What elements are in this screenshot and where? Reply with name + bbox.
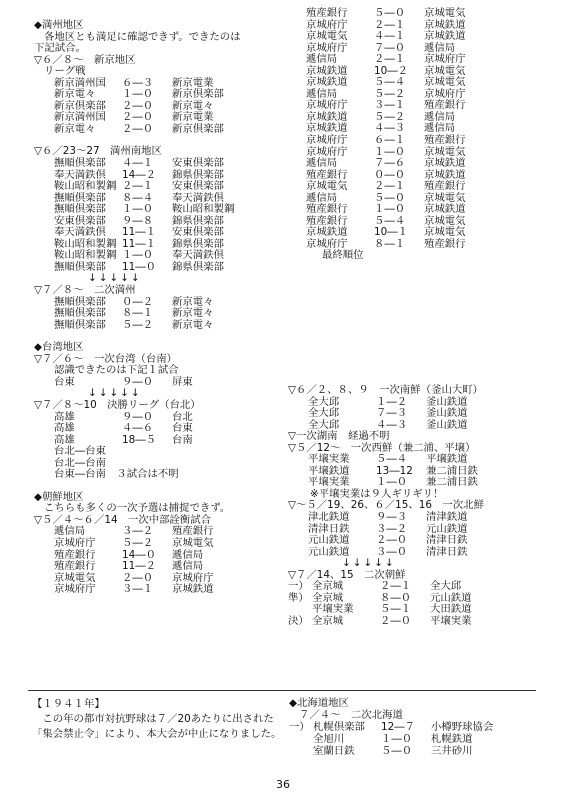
score: ５―２ (122, 318, 154, 331)
section-divider (28, 690, 536, 691)
team-b: 奉天満鉄倶 (172, 191, 224, 204)
score-row (34, 377, 284, 389)
manshu-final-games (34, 297, 284, 332)
team-b: 台北 (172, 410, 193, 423)
team-a: 新京電々 (54, 122, 96, 135)
score-row (288, 547, 546, 559)
team-b: 京城鉄道 (424, 30, 466, 43)
team-b: 兼二浦日鉄 (426, 464, 478, 477)
team-a: 全京城 (312, 614, 344, 627)
score: １―０ (376, 476, 408, 489)
team-a: 台東 (54, 375, 75, 388)
score: ５―０ (374, 191, 406, 204)
score: １―０ (122, 249, 154, 262)
team-a: 全大邱 (308, 407, 340, 420)
score-row (306, 31, 542, 43)
team-a: 京城府庁 (54, 583, 96, 596)
score: ９―３ (376, 511, 408, 524)
team-a: 撫順倶楽部 (54, 157, 106, 170)
team-b: 小樽野球協会 (431, 721, 494, 734)
manshu-arrows: ↓↓↓↓↓ (88, 272, 142, 285)
score: １―０ (374, 145, 406, 158)
team-a: 全大邱 (308, 418, 340, 431)
hokkaido-games (289, 721, 543, 756)
score: ３―０ (376, 545, 408, 558)
score-row (306, 54, 542, 66)
score-row (306, 135, 542, 147)
team-a: 元山鉄道 (308, 534, 350, 547)
score: ２―０ (376, 534, 408, 547)
team-a: 新京満州国 (54, 111, 106, 124)
team-b: 京城電気 (424, 76, 466, 89)
team-a: 奉天満鉄倶 (54, 226, 106, 239)
score: ５―０ (381, 744, 413, 757)
nansen-heading: ▽６／２、８、９ 一次南鮮（釜山大町） (288, 384, 484, 396)
team-a: 京城鉄道 (306, 76, 348, 89)
score: ２―１ (374, 180, 406, 193)
year-heading: 【１９４１年】 (32, 698, 105, 710)
team-a: 鞍山昭和製鋼 (54, 180, 117, 193)
ranked-score-row (289, 721, 543, 733)
score-row (34, 320, 284, 332)
team-a: 平壌実業 (312, 603, 354, 616)
team-b: 京城電気 (424, 191, 466, 204)
score: ２―０ (380, 614, 412, 627)
team-b: 鞍山昭和製鋼 (172, 203, 235, 216)
hokkaido-sub-heading: ７／４～ 二次北海道 (299, 709, 403, 722)
ranked-score-row (288, 616, 546, 628)
score: ２―０ (122, 99, 154, 112)
team-b: 京城鉄道 (424, 157, 466, 170)
team-b: 新京倶楽部 (172, 88, 224, 101)
rank: 一） (289, 721, 310, 734)
team-a: 清津日鉄 (308, 522, 350, 535)
team-a: 高雄 (54, 422, 75, 435)
score-row (34, 158, 284, 170)
score-row (34, 538, 284, 550)
team-b: 安東倶楽部 (172, 180, 224, 193)
korea-final-heading: ▽７／14、15 二次朝鮮 (288, 568, 406, 581)
score: ４―１ (122, 157, 154, 170)
team-b: 錦県倶楽部 (172, 168, 224, 181)
score: ３―１ (374, 99, 406, 112)
team-b: 大田鉄道 (430, 603, 472, 616)
team-a: 平壌実業 (308, 476, 350, 489)
team-a: 室蘭日鉄 (313, 744, 355, 757)
taiwan-arrows: ↓↓↓↓↓ (88, 387, 142, 400)
score: ８―０ (380, 591, 412, 604)
team-b: 清津鉄道 (426, 511, 468, 524)
team-b: 殖産銀行 (424, 237, 466, 250)
team-a: 津北鉄道 (308, 511, 350, 524)
score: ２―１ (122, 180, 154, 193)
team-b: 新京電業 (172, 76, 214, 89)
team-b: 清津日鉄 (426, 534, 468, 547)
team-a: 元山鉄道 (308, 545, 350, 558)
team-a: 殖産銀行 (54, 548, 96, 561)
team-a: 京城府庁 (306, 237, 348, 250)
score: ２―０ (122, 122, 154, 135)
score-row (34, 584, 284, 596)
score-row (34, 308, 284, 320)
year-paragraph: この年の都市対抗野球は７／20あたりに出された「集会禁止令」により、本大会が中止になりました。 (32, 713, 282, 740)
team-b: 清津日鉄 (426, 545, 468, 558)
team-a: 全京城 (312, 591, 344, 604)
korea-sub-heading: ▽５／４～６／14 一次中部詮衡試合 (34, 513, 212, 526)
score: ３―１ (122, 583, 154, 596)
score: ５―１ (380, 603, 412, 616)
right-column (306, 8, 542, 262)
score-row (306, 158, 542, 170)
score: ５―４ (376, 453, 408, 466)
manshu-intro-line1: 各地区とも満足に確認できず。できたのは (44, 30, 241, 43)
team-a: 安東倶楽部 (54, 214, 106, 227)
score: 12―７ (381, 721, 416, 734)
score: ４―３ (374, 122, 406, 135)
score: ９―８ (122, 214, 154, 227)
team-b: 安東倶楽部 (172, 157, 224, 170)
team-a: 遞信局 (54, 525, 86, 538)
team-b: 新京電々 (172, 307, 214, 320)
score: ０―０ (374, 168, 406, 181)
manshu-final-heading: ▽７／８～ 二次満州 (34, 284, 136, 297)
team-a: 京城府庁 (306, 134, 348, 147)
score: １―０ (122, 203, 154, 216)
team-a: 京城府庁 (306, 18, 348, 31)
score: ６―１ (374, 134, 406, 147)
score: ４―３ (376, 418, 408, 431)
team-b: 京城電気 (424, 145, 466, 158)
score: ２―１ (374, 53, 406, 66)
score: ８―１ (374, 237, 406, 250)
score: ２―０ (122, 111, 154, 124)
score-row (288, 512, 546, 524)
team-b: 殖産銀行 (172, 525, 214, 538)
team-b: 京城府庁 (424, 53, 466, 66)
team-a: 全京城 (312, 580, 344, 593)
team-b: 京城鉄道 (424, 18, 466, 31)
score: １―０ (122, 88, 154, 101)
team-b: 京城鉄道 (424, 168, 466, 181)
score-row (34, 262, 284, 274)
score: ４―６ (122, 422, 154, 435)
team-b: 新京電々 (172, 99, 214, 112)
team-b: 遞信局 (172, 548, 204, 561)
score: 10―２ (374, 64, 409, 77)
team-a: 京城鉄道 (306, 226, 348, 239)
rank: 準） (288, 591, 309, 604)
score: 11―１ (122, 226, 157, 239)
team-b: 京城鉄道 (424, 203, 466, 216)
team-b: 全大邱 (430, 580, 462, 593)
team-b: 札幌鉄道 (431, 732, 473, 745)
ranked-score-row (289, 733, 543, 745)
score: １―０ (381, 732, 413, 745)
team-a: 遞信局 (306, 157, 338, 170)
team-a: 奉天満鉄倶 (54, 168, 106, 181)
score: ５―２ (374, 110, 406, 123)
team-b: 安東倶楽部 (172, 226, 224, 239)
score: ３―２ (122, 525, 154, 538)
manshu-intro-line2: 下記試合。 (34, 42, 86, 55)
score: ６―３ (122, 76, 154, 89)
taiwan-note: 認識できたのは下記１試合 (54, 364, 179, 377)
team-a: 鞍山昭和製鋼 (54, 237, 117, 250)
team-b: 錦県倶楽部 (172, 237, 224, 250)
team-a: 新京倶楽部 (54, 99, 106, 112)
score: ９―０ (122, 410, 154, 423)
team-b: 新京電々 (172, 295, 214, 308)
manshu-sub-heading: ▽６／８～ 新京地区 (34, 53, 136, 66)
team-b: 京城府庁 (172, 571, 214, 584)
team-b: 錦県倶楽部 (172, 214, 224, 227)
team-b: 釜山鉄道 (426, 395, 468, 408)
score: １―２ (376, 395, 408, 408)
score-row (34, 561, 284, 573)
team-b: 新京電業 (172, 111, 214, 124)
korea-games (34, 526, 284, 595)
score: ８―１ (122, 307, 154, 320)
score: ５―２ (374, 87, 406, 100)
year-1941-section (32, 697, 284, 742)
team-a: 撫順倶楽部 (54, 307, 106, 320)
team-a: 京城府庁 (54, 536, 96, 549)
seisen-heading: ▽５／12～ 一次西鮮（兼二浦、平壌） (288, 441, 476, 454)
team-b: 元山鉄道 (426, 522, 468, 535)
team-b: 奉天満鉄倶 (172, 249, 224, 262)
team-a: 殖産銀行 (306, 7, 348, 19)
team-a: 殖産銀行 (306, 168, 348, 181)
team-a: 遞信局 (306, 191, 338, 204)
team-a: 撫順倶楽部 (54, 318, 106, 331)
score: ５―４ (374, 76, 406, 89)
seisen-games (288, 454, 546, 489)
rank: 一） (288, 580, 309, 593)
team-b: 京城電気 (424, 7, 466, 19)
korea-heading: ◆朝鮮地区 (34, 490, 84, 503)
korea-final-games (288, 581, 546, 627)
team-a: 撫順倶楽部 (54, 295, 106, 308)
text-line: 台北―台南 (54, 456, 106, 469)
team-b: 京城電気 (424, 226, 466, 239)
team-a: 平壌鉄道 (308, 464, 350, 477)
team-a: 撫順倶楽部 (54, 260, 106, 273)
taiwan-heading: ◆台湾地区 (34, 341, 84, 354)
team-b: 殖産銀行 (424, 134, 466, 147)
taiwan-sub-heading: ▽７／６～ 一次台湾（台南） (34, 352, 178, 365)
manshu-south-heading: ▽６／23～27 満州南地区 (34, 145, 162, 158)
score: 11―０ (122, 260, 157, 273)
hokusen-games (288, 512, 546, 558)
hokkaido-heading: ◆北海道地区 (289, 697, 349, 709)
taiwan-final-games (34, 412, 284, 447)
text-line: 台北―台東 (54, 445, 106, 458)
manshu-games (34, 78, 284, 136)
team-b: 元山鉄道 (430, 591, 472, 604)
team-a: 京城電気 (54, 571, 96, 584)
team-b: 遞信局 (172, 560, 204, 573)
team-b: 京城鉄道 (172, 583, 214, 596)
team-b: 殖産銀行 (424, 99, 466, 112)
team-b: 釜山鉄道 (426, 407, 468, 420)
team-a: 京城府庁 (306, 41, 348, 54)
score: ２―１ (380, 580, 412, 593)
team-b: 京城府庁 (424, 87, 466, 100)
score: 14―０ (122, 548, 157, 561)
team-a: 鞍山昭和製鋼 (54, 249, 117, 262)
hokusen-heading: ▽～５／19、26、６／15、16 一次北鮮 (288, 499, 484, 512)
score: ２―０ (122, 571, 154, 584)
score: 10―１ (374, 226, 409, 239)
page-number: 36 (276, 778, 290, 791)
score: 14―２ (122, 168, 157, 181)
team-a: 殖産銀行 (306, 214, 348, 227)
team-b: 遞信局 (424, 110, 456, 123)
score: ７―３ (376, 407, 408, 420)
team-b: 屏東 (172, 375, 193, 388)
team-a: 京城鉄道 (306, 122, 348, 135)
score: 13―12 (376, 464, 413, 477)
team-b: 三井砂川 (431, 744, 473, 757)
team-b: 遞信局 (424, 41, 456, 54)
team-b: 兼二浦日鉄 (426, 476, 478, 489)
team-a: 全大邱 (308, 395, 340, 408)
team-a: 京城電気 (306, 180, 348, 193)
korea-arrows: ↓↓↓↓↓ (342, 557, 396, 570)
rank (289, 745, 313, 757)
score: ８―４ (122, 191, 154, 204)
team-b: 遞信局 (424, 122, 456, 135)
team-a: 撫順倶楽部 (54, 203, 106, 216)
manshu-heading: ◆満州地区 (34, 19, 84, 31)
team-b: 殖産銀行 (424, 180, 466, 193)
seisen-note: ※平壌実業は９人ギリギリ！ (310, 487, 444, 500)
team-a: 高雄 (54, 433, 75, 446)
team-b: 釜山鉄道 (426, 418, 468, 431)
team-a: 京城府庁 (306, 99, 348, 112)
team-b: 平壌実業 (430, 614, 472, 627)
team-a: 撫順倶楽部 (54, 191, 106, 204)
ranked-score-row (289, 745, 543, 757)
team-a: 京城電気 (306, 30, 348, 43)
score-row (288, 535, 546, 547)
nansen-games (288, 397, 546, 432)
score: ５―２ (122, 536, 154, 549)
score: １―０ (374, 203, 406, 216)
score: ４―１ (374, 30, 406, 43)
final-order-label: 最終順位 (322, 249, 364, 262)
team-b: 京城電気 (424, 214, 466, 227)
team-a: 遞信局 (306, 87, 338, 100)
score: ０―２ (122, 295, 154, 308)
team-a: 京城府庁 (306, 145, 348, 158)
score: 11―１ (122, 237, 157, 250)
score: ９―０ (122, 375, 154, 388)
score-row (34, 124, 284, 136)
left-column (34, 20, 284, 596)
score-row (306, 8, 542, 20)
score-row (34, 423, 284, 435)
text-line: 台東―台南 ３試合は不明 (54, 468, 179, 481)
team-a: 全旭川 (313, 732, 345, 745)
team-a: 平壌実業 (308, 453, 350, 466)
team-a: 殖産銀行 (54, 560, 96, 573)
manshu-league-label: リーグ戦 (44, 65, 86, 78)
team-b: 新京倶楽部 (172, 122, 224, 135)
team-a: 遞信局 (306, 53, 338, 66)
team-a: 殖産銀行 (306, 203, 348, 216)
team-b: 新京電々 (172, 318, 214, 331)
team-b: 錦県倶楽部 (172, 260, 224, 273)
team-a: 札幌倶楽部 (313, 721, 365, 734)
score-row (34, 181, 284, 193)
team-b: 京城電気 (424, 64, 466, 77)
score: 18―５ (122, 433, 157, 446)
team-a: 京城鉄道 (306, 64, 348, 77)
konan-line: ▽一次湖南 経過不明 (288, 430, 390, 443)
team-a: 京城鉄道 (306, 110, 348, 123)
manshu-south-games (34, 158, 284, 273)
score: 11―２ (122, 560, 157, 573)
rank (289, 733, 313, 745)
team-b: 台南 (172, 433, 193, 446)
taiwan-extra (34, 446, 284, 481)
score: ５―０ (374, 7, 406, 19)
taiwan-final-heading: ▽７／８～10 決勝リーグ（台北） (34, 398, 201, 411)
rank: 決） (288, 614, 309, 627)
score: ７―６ (374, 157, 406, 170)
team-b: 平壌鉄道 (426, 453, 468, 466)
team-a: 新京電々 (54, 88, 96, 101)
taiwan-games (34, 377, 284, 389)
team-a: 高雄 (54, 410, 75, 423)
team-b: 京城電気 (172, 536, 214, 549)
score: ５―４ (374, 214, 406, 227)
korea-central-games (306, 8, 542, 250)
score: ３―２ (376, 522, 408, 535)
team-b: 台東 (172, 422, 193, 435)
korea-intro: こちらも多くの一次予選は捕捉できず。 (44, 502, 231, 515)
score: ７―０ (374, 41, 406, 54)
score: ２―１ (374, 18, 406, 31)
team-a: 新京満州国 (54, 76, 106, 89)
right-lower-column (288, 385, 546, 627)
score-row (288, 408, 546, 420)
hokkaido-section (289, 697, 543, 756)
